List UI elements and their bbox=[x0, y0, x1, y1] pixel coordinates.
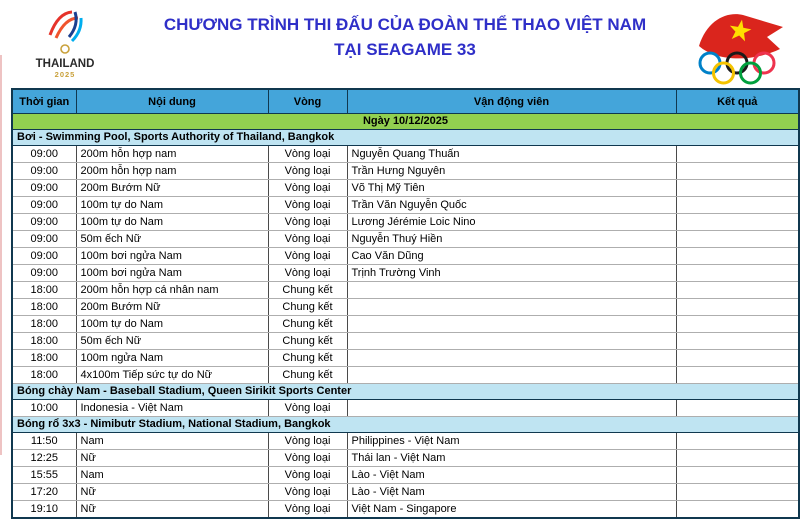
section-header-row bbox=[12, 130, 799, 146]
table-row bbox=[12, 214, 799, 231]
date-banner: Ngày 10/12/2025 bbox=[12, 114, 799, 130]
page-title-line2: TẠI SEAGAME 33 bbox=[334, 39, 476, 59]
time-cell: 17:20 bbox=[12, 484, 76, 501]
athlete-cell: Nguyễn Thuý Hiền bbox=[347, 231, 676, 248]
page-title bbox=[105, 13, 705, 62]
round-cell: Vòng loại bbox=[268, 501, 347, 519]
event-cell: 50m ếch Nữ bbox=[76, 231, 268, 248]
result-cell bbox=[676, 265, 799, 282]
result-cell bbox=[676, 163, 799, 180]
column-header-athlete: Vận động viên bbox=[347, 89, 676, 114]
round-cell: Vòng loại bbox=[268, 214, 347, 231]
result-cell bbox=[676, 350, 799, 367]
table-row bbox=[12, 316, 799, 333]
athlete-cell: Trần Hưng Nguyên bbox=[347, 163, 676, 180]
athlete-cell bbox=[347, 400, 676, 417]
athlete-cell: Trần Văn Nguyễn Quốc bbox=[347, 197, 676, 214]
time-cell: 11:50 bbox=[12, 433, 76, 450]
result-cell bbox=[676, 231, 799, 248]
athlete-cell: Thái lan - Việt Nam bbox=[347, 450, 676, 467]
event-cell: 200m hỗn hợp nam bbox=[76, 163, 268, 180]
column-header-result: Kết quả bbox=[676, 89, 799, 114]
event-cell: 4x100m Tiếp sức tự do Nữ bbox=[76, 367, 268, 384]
table-row bbox=[12, 146, 799, 163]
athlete-cell bbox=[347, 299, 676, 316]
event-cell: Nữ bbox=[76, 450, 268, 467]
athlete-cell bbox=[347, 333, 676, 350]
table-row bbox=[12, 433, 799, 450]
round-cell: Vòng loại bbox=[268, 450, 347, 467]
athlete-cell: Lương Jérémie Loic Nino bbox=[347, 214, 676, 231]
round-cell: Vòng loại bbox=[268, 265, 347, 282]
result-cell bbox=[676, 333, 799, 350]
time-cell: 09:00 bbox=[12, 197, 76, 214]
table-row bbox=[12, 299, 799, 316]
section-header-row bbox=[12, 417, 799, 433]
event-cell: 100m ngửa Nam bbox=[76, 350, 268, 367]
round-cell: Chung kết bbox=[268, 282, 347, 299]
time-cell: 09:00 bbox=[12, 163, 76, 180]
event-cell: Nữ bbox=[76, 484, 268, 501]
time-cell: 18:00 bbox=[12, 299, 76, 316]
round-cell: Vòng loại bbox=[268, 467, 347, 484]
time-cell: 18:00 bbox=[12, 367, 76, 384]
round-cell: Vòng loại bbox=[268, 180, 347, 197]
column-header-row bbox=[12, 89, 799, 114]
round-cell: Chung kết bbox=[268, 316, 347, 333]
table-row bbox=[12, 467, 799, 484]
athlete-cell bbox=[347, 316, 676, 333]
athlete-cell: Việt Nam - Singapore bbox=[347, 501, 676, 519]
result-cell bbox=[676, 467, 799, 484]
thailand-logo-text: THAILAND bbox=[35, 58, 95, 70]
result-cell bbox=[676, 433, 799, 450]
athlete-cell: Võ Thị Mỹ Tiên bbox=[347, 180, 676, 197]
round-cell: Chung kết bbox=[268, 333, 347, 350]
time-cell: 09:00 bbox=[12, 214, 76, 231]
table-row bbox=[12, 450, 799, 467]
left-edge-artifact bbox=[0, 55, 2, 455]
round-cell: Chung kết bbox=[268, 350, 347, 367]
result-cell bbox=[676, 146, 799, 163]
table-row bbox=[12, 333, 799, 350]
event-cell: 100m bơi ngửa Nam bbox=[76, 265, 268, 282]
event-cell: 200m hỗn hợp cá nhân nam bbox=[76, 282, 268, 299]
event-cell: 200m hỗn hợp nam bbox=[76, 146, 268, 163]
thailand-emblem-icon bbox=[28, 5, 100, 81]
time-cell: 18:00 bbox=[12, 350, 76, 367]
page-header bbox=[0, 0, 810, 88]
time-cell: 12:25 bbox=[12, 450, 76, 467]
table-row bbox=[12, 197, 799, 214]
round-cell: Vòng loại bbox=[268, 231, 347, 248]
column-header-round: Vòng bbox=[268, 89, 347, 114]
time-cell: 18:00 bbox=[12, 316, 76, 333]
time-cell: 18:00 bbox=[12, 282, 76, 299]
round-cell: Vòng loại bbox=[268, 400, 347, 417]
time-cell: 10:00 bbox=[12, 400, 76, 417]
event-cell: Indonesia - Việt Nam bbox=[76, 400, 268, 417]
section-header-row bbox=[12, 384, 799, 400]
time-cell: 09:00 bbox=[12, 248, 76, 265]
table-row bbox=[12, 265, 799, 282]
athlete-cell: Lào - Việt Nam bbox=[347, 467, 676, 484]
round-cell: Vòng loại bbox=[268, 248, 347, 265]
date-row bbox=[12, 114, 799, 130]
section-title: Bóng chày Nam - Baseball Stadium, Queen Sirikit Sports Center bbox=[12, 384, 799, 400]
result-cell bbox=[676, 367, 799, 384]
time-cell: 09:00 bbox=[12, 231, 76, 248]
event-cell: 50m ếch Nữ bbox=[76, 333, 268, 350]
table-row bbox=[12, 282, 799, 299]
time-cell: 19:10 bbox=[12, 501, 76, 519]
round-cell: Vòng loại bbox=[268, 484, 347, 501]
time-cell: 09:00 bbox=[12, 180, 76, 197]
result-cell bbox=[676, 316, 799, 333]
vietnam-olympic-logo bbox=[693, 6, 785, 86]
section-title: Bóng rổ 3x3 - Nimibutr Stadium, National Stadium, Bangkok bbox=[12, 417, 799, 433]
event-cell: Nam bbox=[76, 433, 268, 450]
table-row bbox=[12, 400, 799, 417]
result-cell bbox=[676, 197, 799, 214]
athlete-cell bbox=[347, 350, 676, 367]
athlete-cell: Lào - Việt Nam bbox=[347, 484, 676, 501]
result-cell bbox=[676, 450, 799, 467]
event-cell: 200m Bướm Nữ bbox=[76, 299, 268, 316]
event-cell: Nữ bbox=[76, 501, 268, 519]
result-cell bbox=[676, 282, 799, 299]
section-title: Bơi - Swimming Pool, Sports Authority of Thailand, Bangkok bbox=[12, 130, 799, 146]
time-cell: 15:55 bbox=[12, 467, 76, 484]
event-cell: 100m tự do Nam bbox=[76, 197, 268, 214]
athlete-cell: Nguyễn Quang Thuấn bbox=[347, 146, 676, 163]
event-cell: 100m tự do Nam bbox=[76, 316, 268, 333]
result-cell bbox=[676, 484, 799, 501]
thailand-logo-year: 2025 bbox=[54, 70, 76, 79]
athlete-cell: Cao Văn Dũng bbox=[347, 248, 676, 265]
result-cell bbox=[676, 180, 799, 197]
schedule-table bbox=[11, 88, 800, 519]
thailand-2025-logo bbox=[28, 5, 100, 81]
event-cell: 100m tự do Nam bbox=[76, 214, 268, 231]
column-header-time: Thời gian bbox=[12, 89, 76, 114]
result-cell bbox=[676, 400, 799, 417]
athlete-cell bbox=[347, 282, 676, 299]
time-cell: 09:00 bbox=[12, 265, 76, 282]
result-cell bbox=[676, 248, 799, 265]
round-cell: Vòng loại bbox=[268, 197, 347, 214]
time-cell: 18:00 bbox=[12, 333, 76, 350]
round-cell: Vòng loại bbox=[268, 163, 347, 180]
schedule-table-body bbox=[12, 89, 799, 518]
table-row bbox=[12, 350, 799, 367]
athlete-cell: Trịnh Trường Vinh bbox=[347, 265, 676, 282]
table-row bbox=[12, 484, 799, 501]
table-row bbox=[12, 163, 799, 180]
round-cell: Chung kết bbox=[268, 367, 347, 384]
event-cell: 100m bơi ngửa Nam bbox=[76, 248, 268, 265]
athlete-cell: Philippines - Việt Nam bbox=[347, 433, 676, 450]
round-cell: Chung kết bbox=[268, 299, 347, 316]
table-row bbox=[12, 367, 799, 384]
column-header-event: Nội dung bbox=[76, 89, 268, 114]
result-cell bbox=[676, 501, 799, 519]
result-cell bbox=[676, 299, 799, 316]
event-cell: Nam bbox=[76, 467, 268, 484]
table-row bbox=[12, 231, 799, 248]
table-row bbox=[12, 180, 799, 197]
time-cell: 09:00 bbox=[12, 146, 76, 163]
round-cell: Vòng loại bbox=[268, 433, 347, 450]
table-row bbox=[12, 248, 799, 265]
athlete-cell bbox=[347, 367, 676, 384]
round-cell: Vòng loại bbox=[268, 146, 347, 163]
result-cell bbox=[676, 214, 799, 231]
table-row bbox=[12, 501, 799, 519]
event-cell: 200m Bướm Nữ bbox=[76, 180, 268, 197]
page-title-line1: CHƯƠNG TRÌNH THI ĐẤU CỦA ĐOÀN THỂ THAO VIỆT NAM bbox=[163, 15, 647, 34]
